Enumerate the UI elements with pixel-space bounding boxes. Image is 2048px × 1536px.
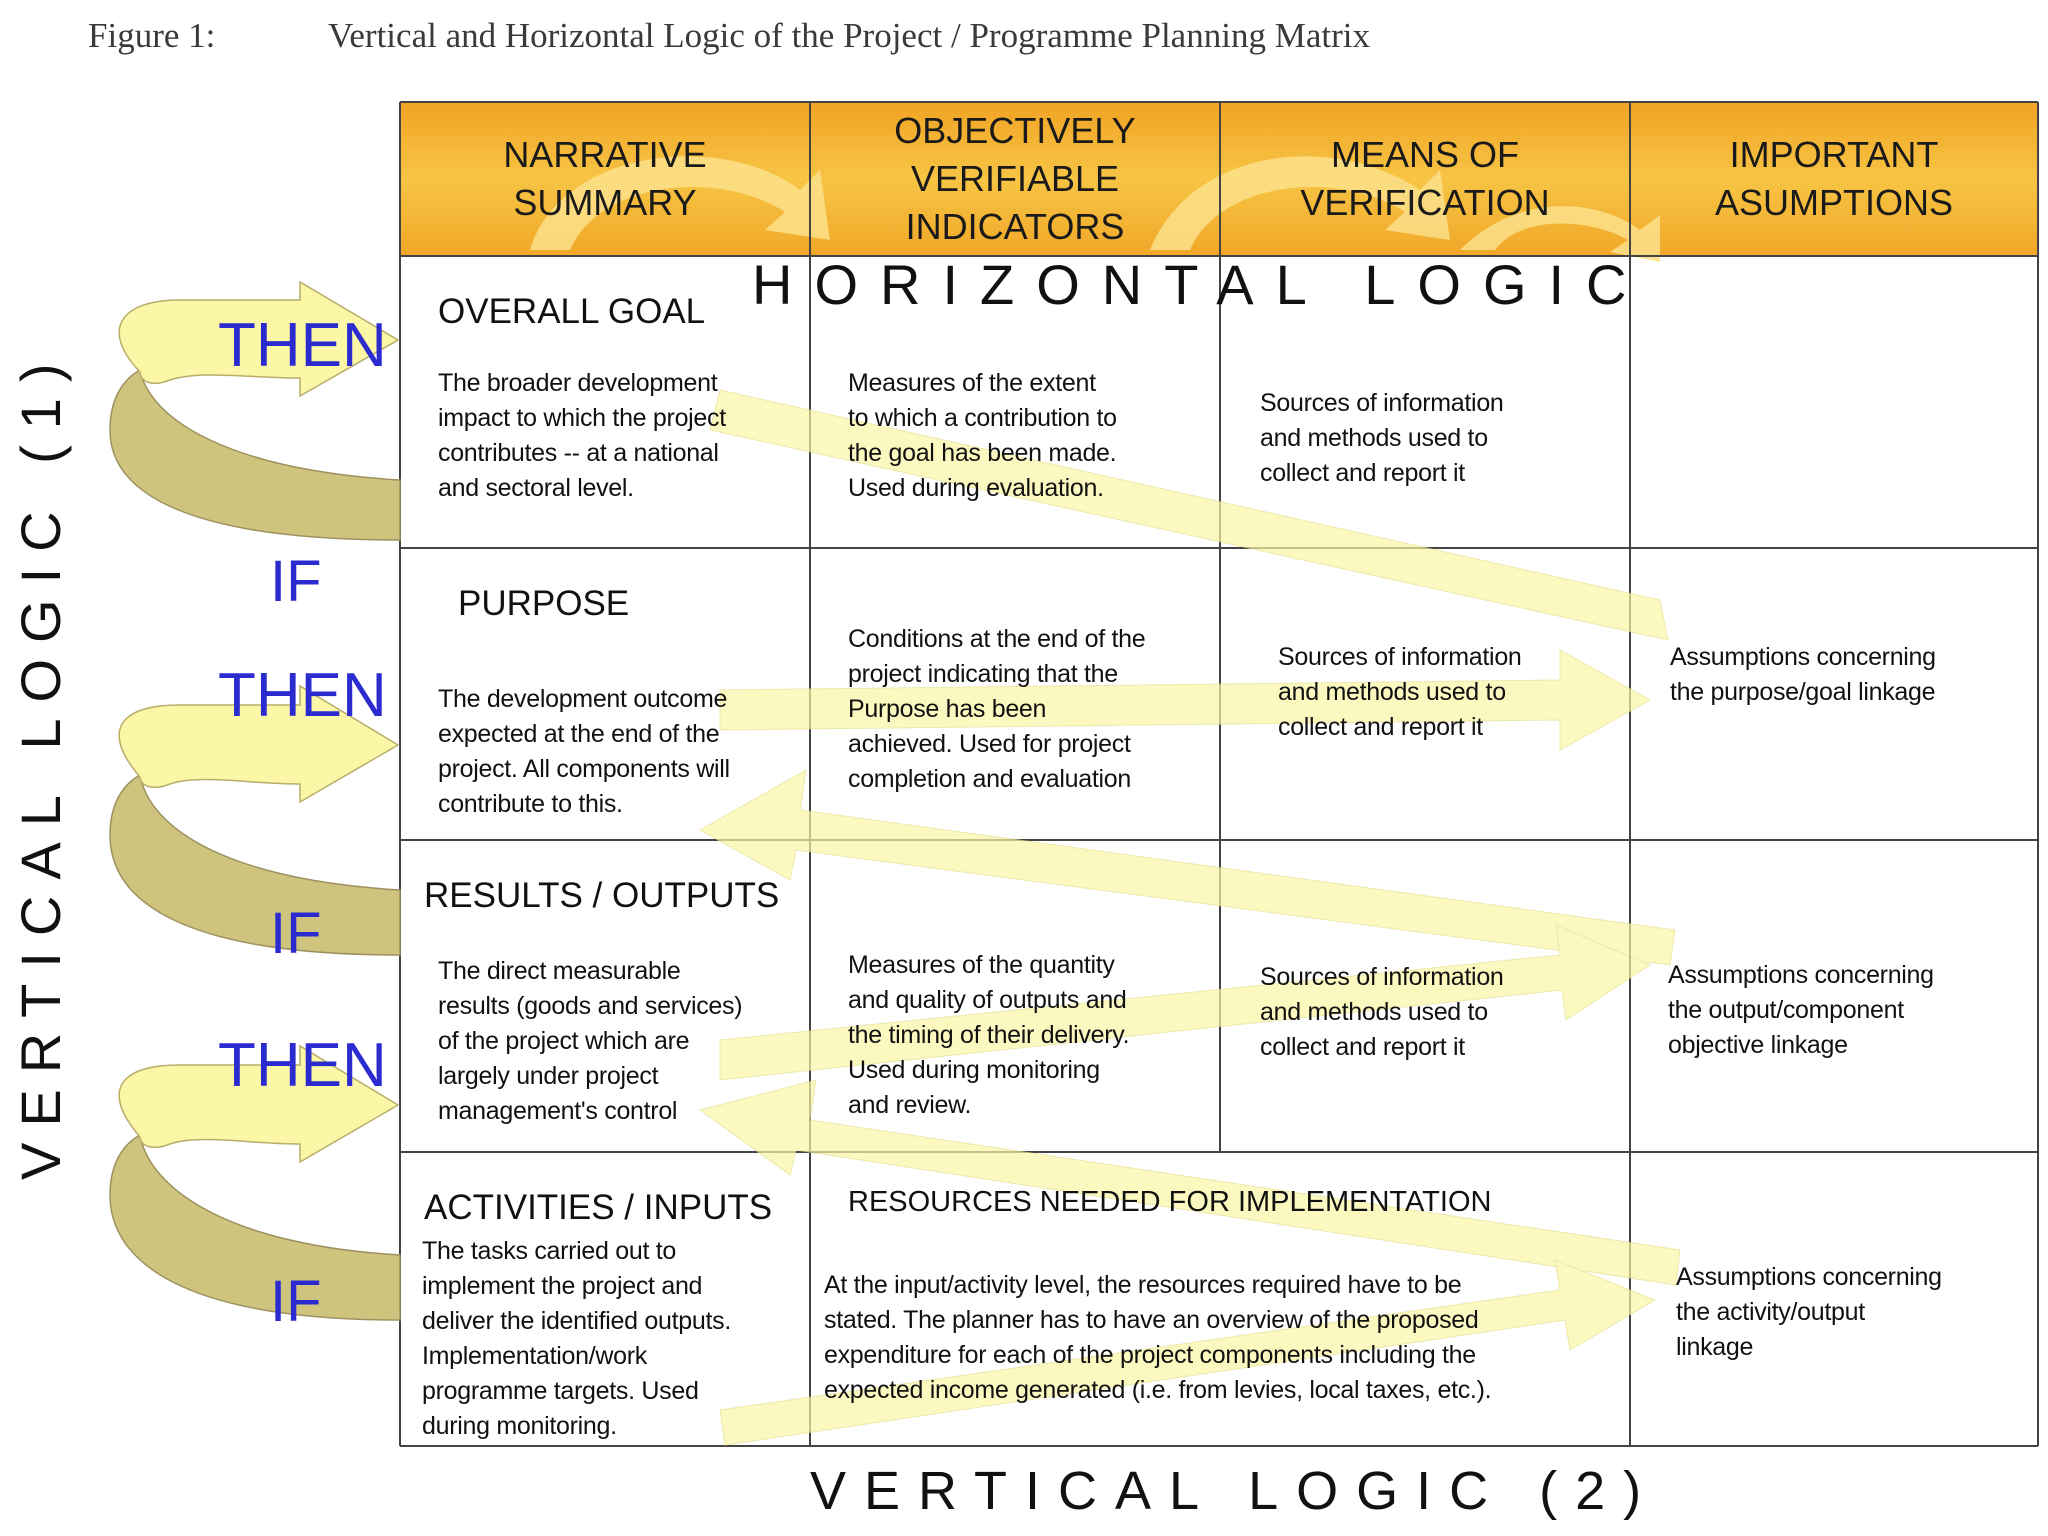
results-indicators: Measures of the quantity and quality of outputs and the timing of their delivery. Used during monitoring and review. (848, 951, 1130, 1119)
activities-narrative: The tasks carried out to implement the project and deliver the identified outputs. Implementation/work programme targets. Used during monitoring. (422, 1237, 731, 1440)
column-header-indicators: OBJECTIVELY VERIFIABLE INDICATORS (894, 110, 1136, 247)
results-means: Sources of information and methods used to collect and report it (1260, 963, 1504, 1061)
goal-narrative: The broader development impact to which the project contributes -- at a national and sectoral level. (438, 369, 726, 502)
resources-title: RESOURCES NEEDED FOR IMPLEMENTATION (848, 1186, 1492, 1218)
then-label-1: THEN (218, 311, 387, 380)
row-title-purpose: PURPOSE (458, 584, 630, 623)
vertical-logic-1-label: VERTICAL LOGIC (1) (9, 347, 72, 1180)
purpose-means: Sources of information and methods used to collect and report it (1278, 643, 1522, 741)
goal-indicators: Measures of the extent to which a contribution to the goal has been made. Used during evaluation. (848, 369, 1117, 502)
goal-means: Sources of information and methods used to collect and report it (1260, 389, 1504, 487)
if-label-3: IF (270, 1269, 322, 1334)
purpose-narrative: The development outcome expected at the end of the project. All components will contribute to this. (438, 685, 730, 818)
figure-label: Figure 1: (88, 16, 216, 55)
purpose-assumptions: Assumptions concerning the purpose/goal linkage (1670, 643, 1936, 706)
purpose-indicators: Conditions at the end of the project indicating that the Purpose has been achieved. Used for project completion and evaluation (848, 625, 1146, 793)
activities-assumptions: Assumptions concerning the activity/output linkage (1676, 1263, 1942, 1361)
row-title-activities-inputs: ACTIVITIES / INPUTS (424, 1188, 773, 1227)
horizontal-logic-label: HORIZONTAL LOGIC (752, 253, 1649, 316)
vertical-logic-arrows (110, 282, 400, 1320)
if-label-2: IF (270, 901, 322, 966)
row-title-results-outputs: RESULTS / OUTPUTS (424, 876, 780, 915)
column-header-important-assumptions: IMPORTANT ASUMPTIONS (1714, 134, 1954, 223)
if-label-1: IF (270, 549, 322, 614)
vertical-logic-2-label: VERTICAL LOGIC (2) (810, 1461, 1660, 1521)
results-narrative: The direct measurable results (goods and services) of the project which are largely under project management's control (438, 957, 743, 1125)
then-label-3: THEN (218, 1031, 387, 1100)
column-header-means-of-verification: MEANS OF VERIFICATION (1300, 134, 1550, 223)
resources-text: At the input/activity level, the resources required have to be stated. The planner has to have an overview of the proposed expenditure for each of the project components including the expected income generated (i.e. from levies, local taxes, etc.). (824, 1271, 1492, 1404)
column-header-narrative-summary: NARRATIVE SUMMARY (503, 134, 707, 223)
then-label-2: THEN (218, 661, 387, 730)
results-assumptions: Assumptions concerning the output/component objective linkage (1668, 961, 1934, 1059)
figure-title: Vertical and Horizontal Logic of the Project / Programme Planning Matrix (328, 16, 1370, 55)
row-title-overall-goal: OVERALL GOAL (438, 292, 706, 331)
